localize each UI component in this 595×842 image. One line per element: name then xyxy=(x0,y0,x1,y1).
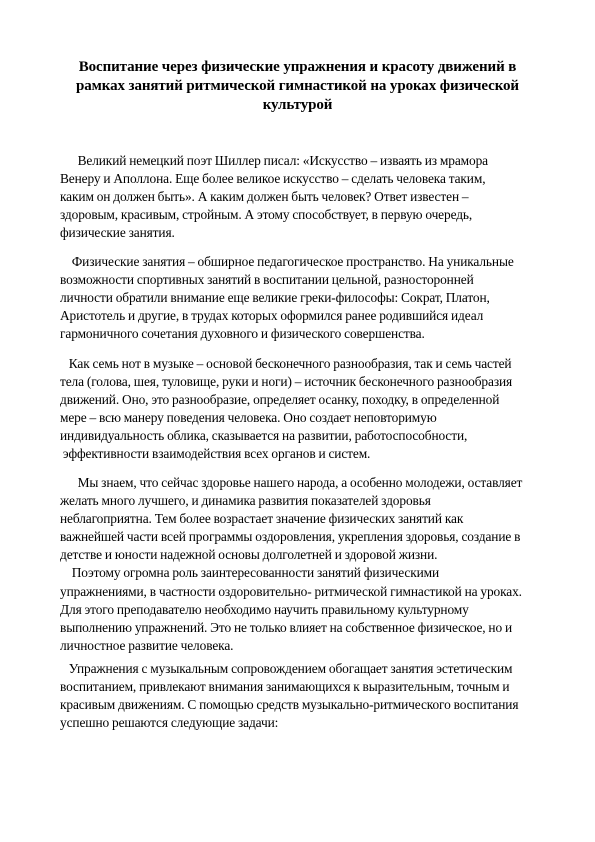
paragraph-line: Великий немецкий поэт Шиллер писал: «Искусство – изваять из мрамора xyxy=(60,153,488,168)
paragraph-music xyxy=(60,660,550,732)
paragraph-line: эффективности взаимодействия всех органов и систем. xyxy=(60,446,371,462)
paragraph-line: личности обратили внимание еще великие греки-философы: Сократ, Платон, xyxy=(60,290,490,306)
paragraph-line: Упражнения с музыкальным сопровождением обогащает занятия эстетическим xyxy=(60,661,513,676)
paragraph-health xyxy=(60,474,550,655)
paragraph-line: Как семь нот в музыке – основой бесконечного разнообразия, так и семь частей xyxy=(60,356,512,371)
paragraph-line: физические занятия. xyxy=(60,225,175,241)
paragraph-line: Для этого преподавателю необходимо научить правильному культурному xyxy=(60,601,469,617)
paragraph-schiller xyxy=(60,152,550,242)
paragraph-line: Мы знаем, что сейчас здоровье нашего народа, а особенно молодежи, оставляет xyxy=(60,475,523,490)
paragraph-seven-notes xyxy=(60,355,550,464)
paragraph-line: гармоничного сочетания духовного и физического совершенства. xyxy=(60,326,425,342)
paragraph-line: Поэтому огромна роль заинтересованности занятий физическими xyxy=(60,565,440,581)
paragraph-line: возможности спортивных занятий в воспитании цельной, разносторонней xyxy=(60,272,474,288)
paragraph-line: мере – всю манеру поведения человека. Оно создает неповторимую xyxy=(60,410,437,426)
document-title xyxy=(60,58,535,115)
paragraph-line: индивидуальность облика, сказывается на развитии, работоспособности, xyxy=(60,428,468,444)
paragraph-line: желать много лучшего, и динамика развития показателей здоровья xyxy=(60,493,431,509)
paragraph-line: воспитанием, привлекают внимания занимающихся к выразительным, точным и xyxy=(60,679,510,695)
paragraph-line: выполнению упражнений. Это не только влияет на собственное физическое, но и xyxy=(60,619,513,635)
paragraph-line: здоровым, красивым, стройным. А этому способствует, в первую очередь, xyxy=(60,207,473,223)
title-line: Воспитание через физические упражнения и красоту движений в xyxy=(78,59,517,75)
paragraph-line: красивым движениям. С помощью средств музыкально-ритмического воспитания xyxy=(60,697,519,713)
title-line: рамках занятий ритмической гимнастикой на уроках физической xyxy=(76,78,519,94)
paragraph-line: движений. Оно, это разнообразие, определяет осанку, походку, в определенной xyxy=(60,392,500,408)
paragraph-line: упражнениями, в частности оздоровительно- ритмической гимнастикой на уроках. xyxy=(60,583,522,599)
paragraph-line: успешно решаются следующие задачи: xyxy=(60,715,279,731)
paragraph-line: тела (голова, шея, туловище, руки и ноги) – источник бесконечного разнообразия xyxy=(60,374,513,390)
paragraph-line: Аристотель и другие, в трудах которых оформился ранее родившийся идеал xyxy=(60,308,484,324)
paragraph-line: Венеру и Аполлона. Еще более великое искусство – сделать человека таким, xyxy=(60,171,486,187)
paragraph-line: детстве и юности надежной основы долголетней и здоровой жизни. xyxy=(60,547,438,563)
paragraph-line: личностное развитие человека. xyxy=(60,637,234,653)
paragraph-line: неблагоприятна. Тем более возрастает значение физических занятий как xyxy=(60,511,464,527)
paragraph-physical-activity xyxy=(60,253,550,343)
paragraph-line: важнейшей части всей программы оздоровления, укрепления здоровья, создание в xyxy=(60,529,521,545)
paragraph-line: каким он должен быть». А каким должен быть человек? Ответ известен – xyxy=(60,189,469,205)
title-line: культурой xyxy=(262,97,333,113)
paragraph-line: Физические занятия – обширное педагогическое пространство. На уникальные xyxy=(60,254,514,269)
